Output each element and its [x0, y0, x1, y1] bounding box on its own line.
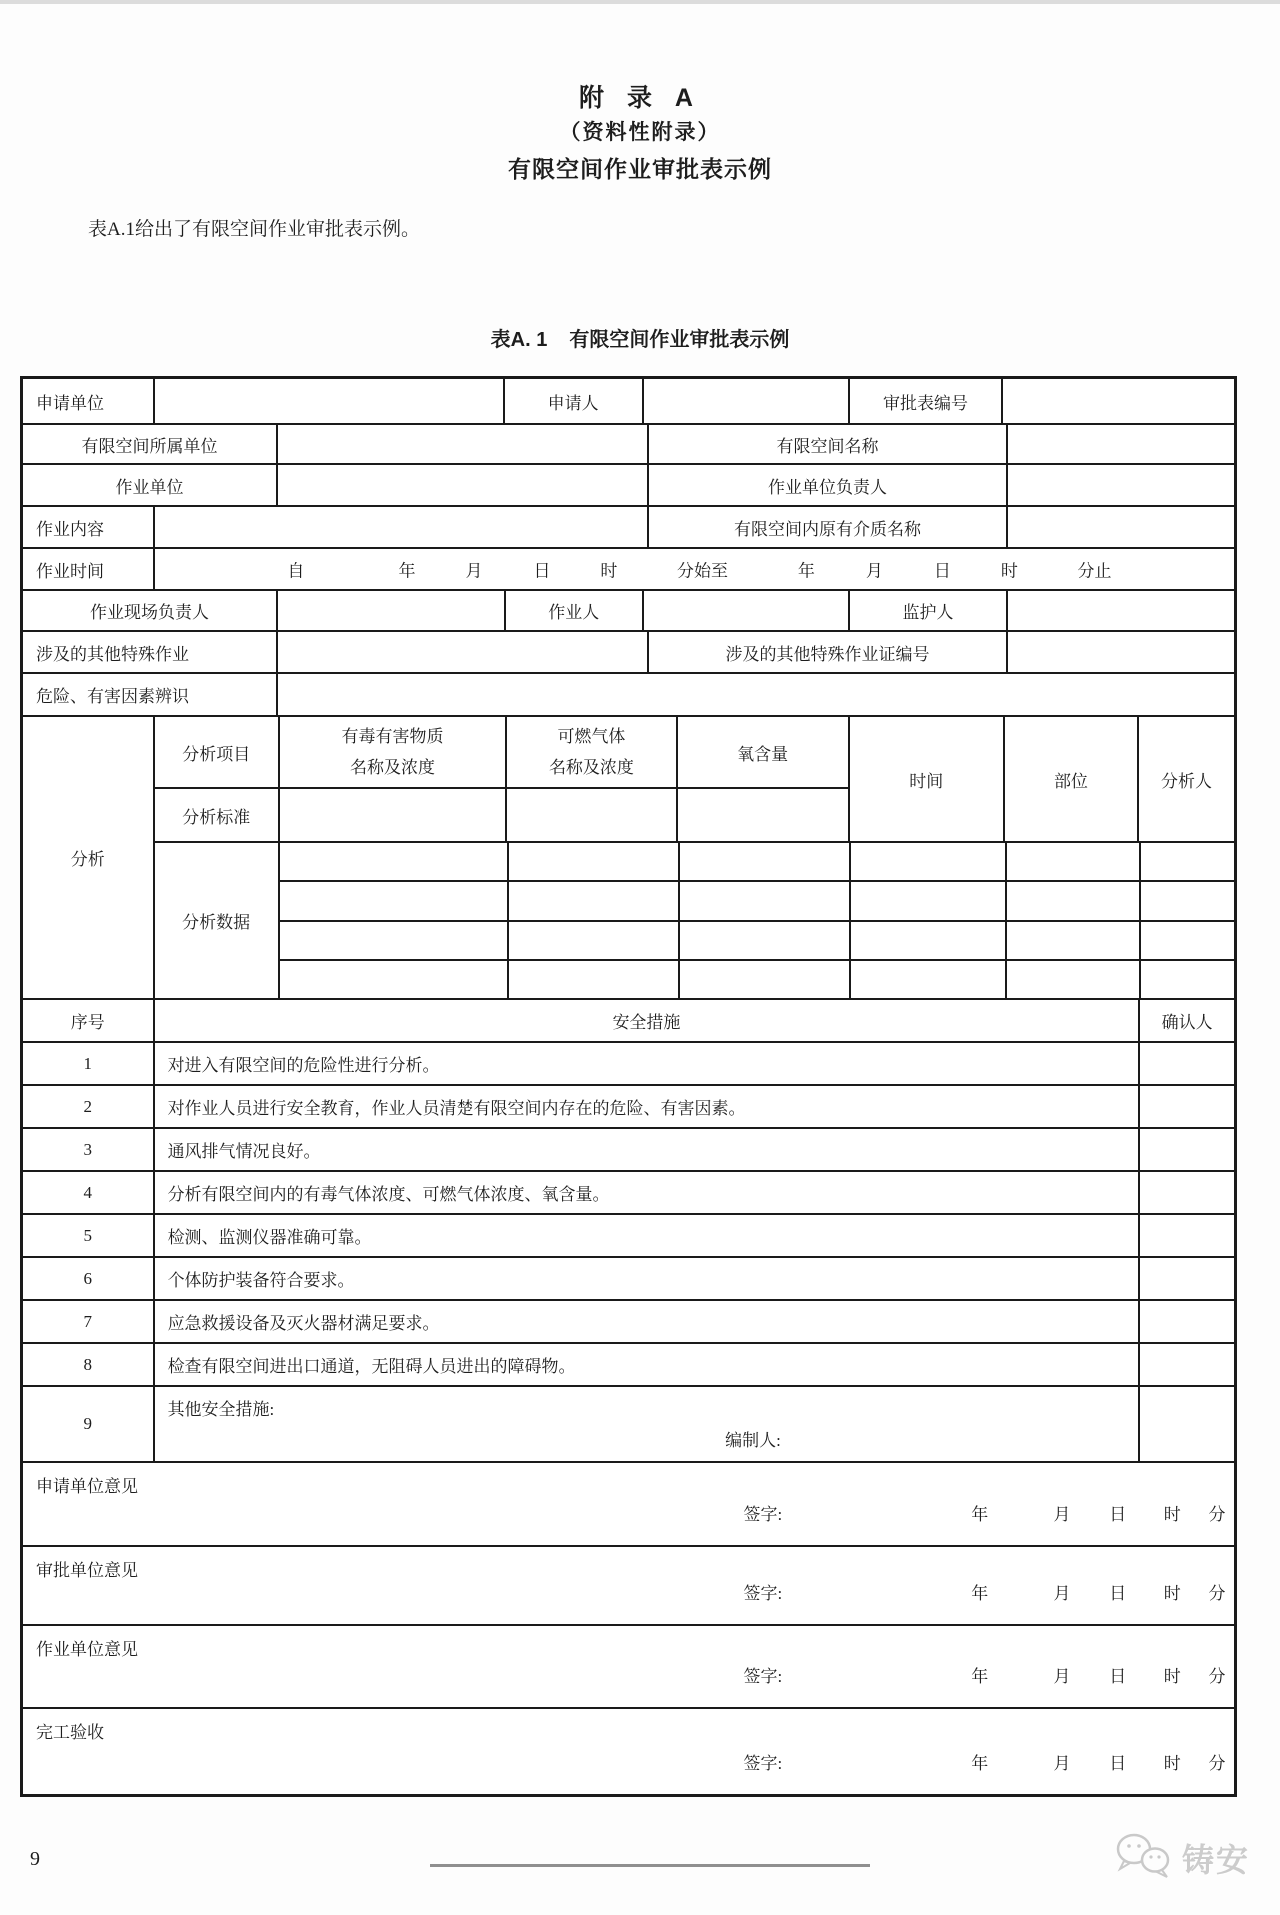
work-time-label: 作业时间: [36, 561, 104, 581]
special-work-label: 涉及的其他特殊作业: [36, 644, 189, 664]
special-work-field: [276, 632, 647, 672]
measure-no: 5: [83, 1225, 93, 1245]
date-unit-day: 日: [1109, 1505, 1127, 1524]
date-unit-month: 月: [1053, 1667, 1071, 1686]
appendix-subtitle: （资料性附录）: [559, 121, 721, 144]
measure-text: 检查有限空间进出口通道，无阻碍人员进出的障碍物。: [153, 1344, 1139, 1385]
measure-no: 6: [83, 1268, 93, 1288]
measure-text: 对进入有限空间的危险性进行分析。: [153, 1043, 1139, 1084]
row-site-leader: [23, 589, 1234, 630]
time-seg: 自: [287, 561, 305, 581]
row-space-owner: [23, 423, 1234, 463]
page-number: 9: [30, 1848, 40, 1870]
work-unit-field: [276, 465, 647, 505]
opinion-section-approver: [23, 1545, 1234, 1624]
site-leader-field: [276, 591, 504, 630]
row-work-time: [23, 547, 1234, 589]
measures-confirm-header: 确认人: [1138, 1000, 1234, 1041]
measure-row: [23, 1213, 1234, 1256]
space-owner-unit-label: 有限空间所属单位: [81, 436, 218, 456]
measure-confirm-cell: [1138, 1172, 1234, 1213]
measure-confirm-cell: [1138, 1086, 1234, 1127]
opinion-label: 完工验收: [36, 1723, 104, 1742]
measure-no: 9: [83, 1414, 93, 1433]
date-unit-month: 月: [1053, 1754, 1071, 1773]
row-work-unit: [23, 463, 1234, 505]
measure-text: 分析有限空间内的有毒气体浓度、可燃气体浓度、氧含量。: [153, 1172, 1139, 1213]
signature-label: 签字:: [743, 1667, 783, 1686]
measures-no-header: 序号: [70, 1013, 105, 1032]
measure-no: 4: [83, 1182, 93, 1202]
analysis-header-row: [155, 717, 848, 787]
special-work-cert-field: [1006, 632, 1234, 672]
measure-row: [23, 1127, 1234, 1170]
site-leader-label: 作业现场负责人: [90, 603, 210, 622]
measure-no: 3: [83, 1139, 93, 1159]
work-content-label: 作业内容: [36, 519, 104, 539]
space-name-label: 有限空间名称: [647, 425, 1007, 463]
table-caption-number: 表A. 1: [490, 329, 548, 351]
time-seg: 分止: [1077, 561, 1112, 581]
guardian-label: 监护人: [848, 591, 1007, 630]
appendix-title: 附 录 A: [579, 84, 701, 112]
measure-confirm-cell: [1138, 1387, 1234, 1461]
compiler-label: 编制人:: [725, 1431, 781, 1450]
date-unit-day: 日: [1109, 1667, 1127, 1686]
scan-edge-artifact: [0, 0, 1280, 4]
space-owner-unit-field: [276, 425, 647, 463]
work-time-field: [153, 549, 1234, 589]
signature-label: 签字:: [743, 1505, 783, 1524]
analysis-data-row: [280, 920, 1234, 959]
opinion-label: 审批单位意见: [36, 1561, 138, 1580]
original-medium-label: 有限空间内原有介质名称: [647, 507, 1007, 547]
row-work-content: [23, 505, 1234, 547]
intro-paragraph: 表A.1给出了有限空间作业审批表示例。: [88, 219, 420, 240]
other-measures-label: 其他安全措施:: [167, 1400, 275, 1419]
date-unit-hour: 时: [1163, 1584, 1181, 1603]
row-applicant: [23, 379, 1234, 423]
measure-text: 对作业人员进行安全教育，作业人员清楚有限空间内存在的危险、有害因素。: [153, 1086, 1139, 1127]
opinion-section-work-unit: [23, 1624, 1234, 1707]
table-caption: [0, 323, 1280, 352]
date-unit-year: 年: [971, 1667, 989, 1686]
other-measures-cell: [153, 1387, 1139, 1461]
guardian-field: [1006, 591, 1234, 630]
time-seg: 月: [865, 561, 883, 581]
measure-confirm-cell: [1138, 1215, 1234, 1256]
measure-confirm-cell: [1138, 1344, 1234, 1385]
time-seg: 月: [465, 561, 483, 581]
hazard-identification-label: 危险、有害因素辨识: [36, 687, 189, 706]
standard-flammable-field: [505, 789, 675, 841]
time-seg: 日: [533, 561, 551, 581]
approval-no-field: [1001, 379, 1234, 423]
date-unit-year: 年: [971, 1505, 989, 1524]
work-unit-leader-label: 作业单位负责人: [647, 465, 1007, 505]
measure-row: [23, 1084, 1234, 1127]
date-unit-minute: 分: [1208, 1754, 1226, 1773]
row-special-work: [23, 630, 1234, 672]
measure-confirm-cell: [1138, 1043, 1234, 1084]
analysis-data-row: [280, 843, 1234, 880]
standard-oxygen-field: [676, 789, 848, 841]
approval-form-table: [20, 376, 1237, 1797]
worker-field: [642, 591, 848, 630]
work-content-field: [153, 507, 647, 547]
analysis-label: 分析: [70, 850, 105, 869]
measure-text: 通风排气情况良好。: [153, 1129, 1139, 1170]
date-unit-hour: 时: [1163, 1667, 1181, 1686]
original-medium-field: [1006, 507, 1234, 547]
time-seg: 年: [398, 561, 416, 581]
measure-text: 检测、监测仪器准确可靠。: [153, 1215, 1139, 1256]
space-name-field: [1006, 425, 1234, 463]
date-unit-month: 月: [1053, 1505, 1071, 1524]
analysis-standard-row: [155, 787, 848, 841]
time-seg: 时: [600, 561, 618, 581]
signature-label: 签字:: [743, 1584, 783, 1603]
measure-row: [23, 1256, 1234, 1299]
analysis-item-label: 分析项目: [182, 744, 251, 764]
date-unit-minute: 分: [1208, 1505, 1226, 1524]
measure-no: 7: [83, 1311, 93, 1331]
time-seg: 分始至: [677, 561, 728, 581]
date-unit-day: 日: [1109, 1754, 1127, 1773]
signature-label: 签字:: [743, 1754, 783, 1773]
date-unit-day: 日: [1109, 1584, 1127, 1603]
analysis-data-section: [155, 841, 1234, 998]
work-unit-leader-field: [1006, 465, 1234, 505]
measures-title-header: 安全措施: [153, 1000, 1139, 1041]
opinion-section-applicant: [23, 1461, 1234, 1545]
hazard-identification-field: [276, 674, 1234, 715]
measures-header-row: [23, 998, 1234, 1041]
time-seg: 年: [797, 561, 815, 581]
flammable-gas-header: 可燃气体 名称及浓度: [505, 717, 675, 787]
measure-row: [23, 1170, 1234, 1213]
analysis-data-row: [280, 959, 1234, 998]
oxygen-header: 氧含量: [676, 717, 848, 787]
date-unit-hour: 时: [1163, 1505, 1181, 1524]
time-header: 时间: [848, 717, 1003, 841]
opinion-label: 申请单位意见: [36, 1477, 138, 1496]
measure-confirm-cell: [1138, 1301, 1234, 1342]
worker-label: 作业人: [504, 591, 642, 630]
toxic-substance-header: 有毒有害物质 名称及浓度: [278, 717, 505, 787]
measure-text: 应急救援设备及灭火器材满足要求。: [153, 1301, 1139, 1342]
measure-no: 1: [83, 1053, 93, 1073]
applicant-field: [642, 379, 848, 423]
opinion-section-completion: [23, 1707, 1234, 1794]
applicant-unit-label: 申请单位: [36, 393, 104, 413]
measure-row: [23, 1299, 1234, 1342]
measure-text: 个体防护装备符合要求。: [153, 1258, 1139, 1299]
date-unit-year: 年: [971, 1584, 989, 1603]
table-caption-title: 有限空间作业审批表示例: [569, 329, 790, 351]
analysis-grid: [153, 717, 1234, 998]
watermark-text: 铸安: [1182, 1841, 1251, 1878]
date-unit-hour: 时: [1163, 1754, 1181, 1773]
row-hazard-identification: [23, 672, 1234, 715]
date-unit-year: 年: [971, 1754, 989, 1773]
measure-row: [23, 1342, 1234, 1385]
measure-no: 8: [83, 1354, 93, 1374]
measure-confirm-cell: [1138, 1129, 1234, 1170]
standard-toxic-field: [278, 789, 505, 841]
measure-confirm-cell: [1138, 1258, 1234, 1299]
time-seg: 日: [933, 561, 951, 581]
appendix-topic: 有限空间作业审批表示例: [508, 156, 772, 182]
analysis-data-label: 分析数据: [182, 913, 251, 932]
part-header: 部位: [1003, 717, 1137, 841]
watermark: [1112, 1830, 1250, 1885]
date-unit-minute: 分: [1208, 1667, 1226, 1686]
work-unit-label: 作业单位: [115, 477, 184, 497]
time-seg: 时: [1000, 561, 1018, 581]
analysis-standard-label: 分析标准: [182, 807, 251, 827]
opinion-label: 作业单位意见: [36, 1640, 138, 1659]
measure-row: [23, 1041, 1234, 1084]
chat-bubbles-icon: [1112, 1830, 1176, 1885]
special-work-cert-label: 涉及的其他特殊作业证编号: [647, 632, 1007, 672]
approval-no-label: 审批表编号: [848, 379, 1002, 423]
analysis-data-row: [280, 880, 1234, 919]
applicant-unit-field: [153, 379, 503, 423]
measure-no: 2: [83, 1096, 93, 1116]
footer-divider: [430, 1864, 870, 1867]
analyst-header: 分析人: [1137, 717, 1234, 841]
applicant-label: 申请人: [503, 379, 642, 423]
date-unit-month: 月: [1053, 1584, 1071, 1603]
date-unit-minute: 分: [1208, 1584, 1226, 1603]
analysis-block: [23, 715, 1234, 998]
measure-row-other: [23, 1385, 1234, 1461]
